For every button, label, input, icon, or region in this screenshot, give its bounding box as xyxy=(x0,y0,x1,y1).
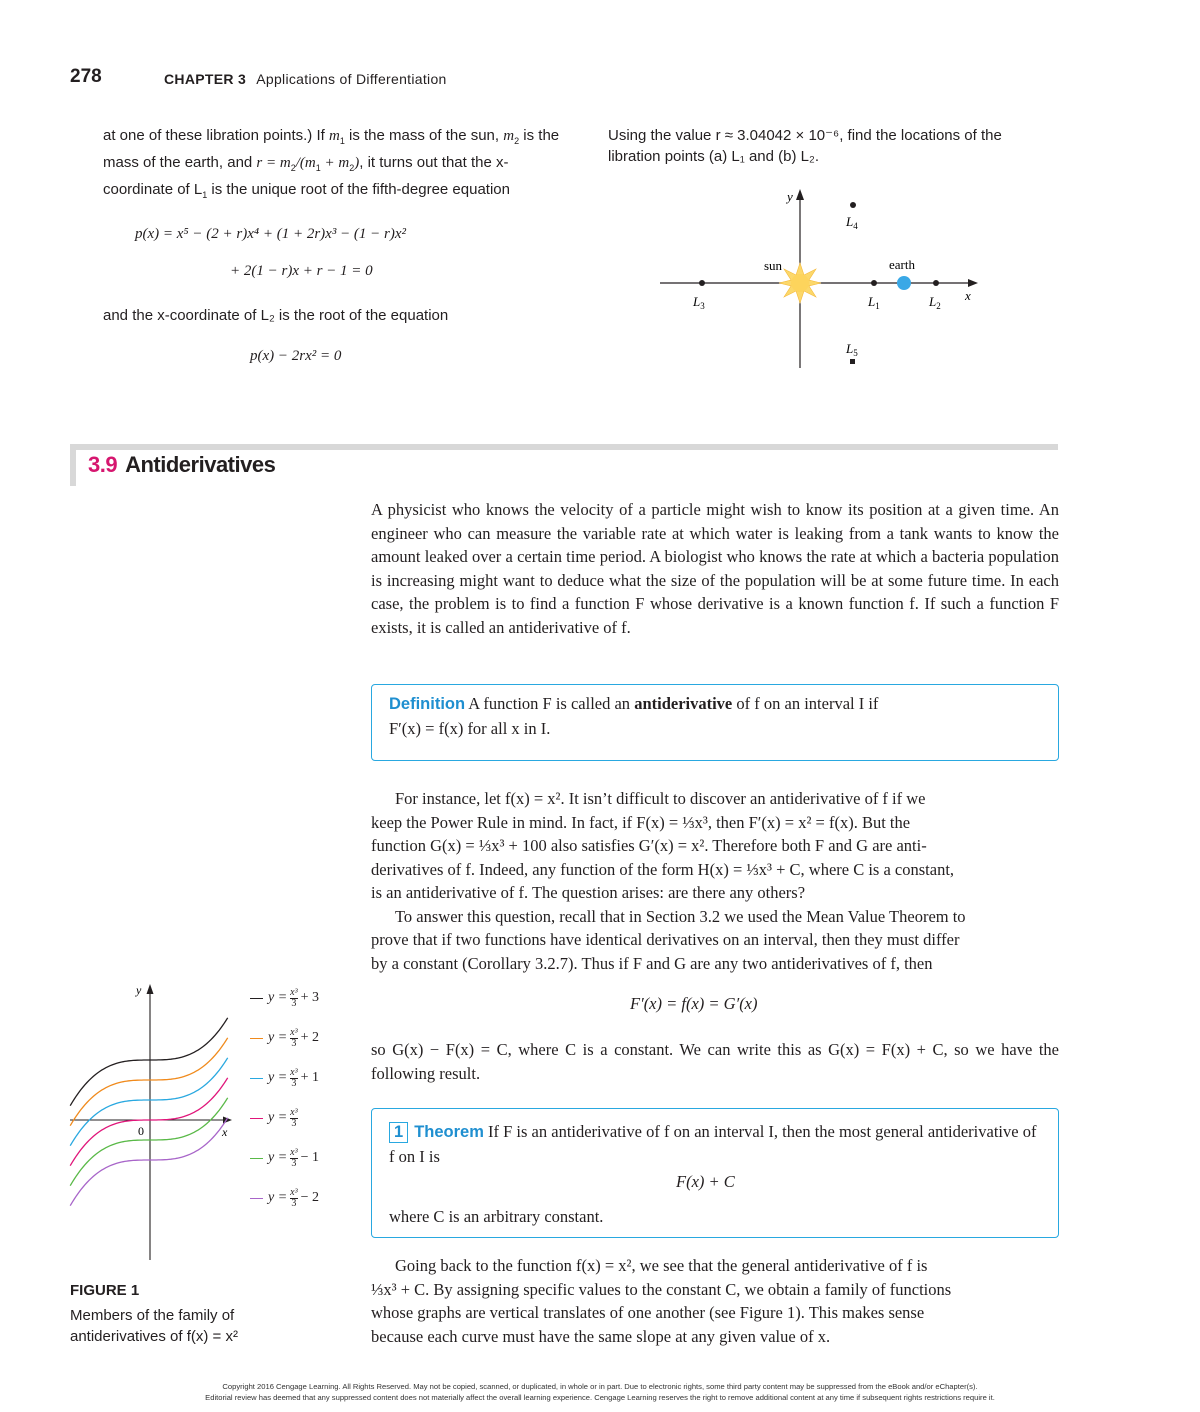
sun-label: sun xyxy=(764,258,783,273)
legend-suffix: + 1 xyxy=(300,1070,320,1085)
section-divider-tab xyxy=(70,444,76,486)
x-axis-arrow-icon xyxy=(968,279,978,287)
intro-paragraph: A physicist who knows the velocity of a particle might wish to know its position at a given time. An engineer who can measure the variable rate at which water is leaking from a tank wants to know the amount leaked over a certain time period. A biologist who knows the rate at which a bacteria population is increasing might want to deduce what the size of the population will be at some future time. In each case, the problem is to find a function F whose derivative is a known function f. If such a function F exists, it is called an antiderivative of f. xyxy=(371,500,1059,637)
text-fragment: is the mass of the earth, and xyxy=(103,127,560,171)
point-l4 xyxy=(850,202,856,208)
y-axis-arrow-icon xyxy=(147,984,154,994)
text-line: derivatives of f. Indeed, any function of the form H(x) = ⅓x³ + C, where C is a constant, xyxy=(371,859,955,879)
text-line: ⅓x³ + C. By assigning specific values to the constant C, we obtain a family of functions xyxy=(371,1279,952,1299)
definition-term: antiderivative xyxy=(634,694,733,713)
text-line: function G(x) = ⅓x³ + 100 also satisfies G′(x) = x². Therefore both F and G are anti- xyxy=(371,836,927,855)
caption-line: antiderivatives of f(x) = x² xyxy=(70,1328,238,1345)
text-fragment: A function F is called an xyxy=(468,694,635,713)
text-line: prove that if two functions have identical derivatives on an interval, then they must differ xyxy=(371,930,960,949)
legend-fraction: $\frac{\text{x³}}{3}$ xyxy=(290,1066,298,1089)
legend-fraction: $\frac{\text{x³}}{3}$ xyxy=(290,986,298,1009)
text-line: Going back to the function f(x) = x², we see that the general antiderivative of f is xyxy=(395,1256,928,1275)
label-l5: $L_5$ xyxy=(846,341,858,358)
text-line: by a constant (Corollary 3.2.7). Thus if F and G are any two antiderivatives of f, then xyxy=(371,953,933,973)
earth-icon xyxy=(897,276,911,290)
definition-label: Definition xyxy=(389,695,466,713)
derivative-equality: F′(x) = f(x) = G′(x) xyxy=(630,994,758,1013)
exercise-prompt: Using the value r ≈ 3.04042 × 10⁻⁶, find the locations of the libration points (a) L₁ and (b) L₂. xyxy=(608,127,1002,165)
legend-swatch xyxy=(250,1158,263,1159)
legend-fraction: $\frac{\text{x³}}{3}$ xyxy=(290,1026,298,1049)
legend-fraction: $\frac{\text{x³}}{3}$ xyxy=(290,1186,298,1209)
section-heading xyxy=(88,452,275,478)
antiderivative-curve xyxy=(70,1118,228,1206)
legend-swatch xyxy=(250,1198,263,1199)
y-axis-arrow-icon xyxy=(796,189,804,200)
sun-icon xyxy=(779,263,821,303)
origin-label: 0 xyxy=(138,1124,144,1138)
label-l3: $L_3$ xyxy=(693,294,705,311)
closing-paragraph xyxy=(371,1254,1059,1348)
theorem-where: where C is an arbitrary constant. xyxy=(389,1207,604,1226)
x-axis-label: x xyxy=(222,1125,228,1139)
antiderivative-curve xyxy=(70,1058,228,1146)
legend-entry xyxy=(250,982,319,1014)
figure-label: FIGURE 1 xyxy=(70,1282,140,1299)
theorem-statement: If F is an antiderivative of f on an interval I, then the most general antiderivative of f on I is xyxy=(389,1122,1037,1166)
legend-swatch xyxy=(250,1038,263,1039)
fifth-degree-equation: p(x) = x⁵ − (2 + r)x⁴ + (1 + 2r)x³ − (1 − r)x² xyxy=(135,226,407,242)
legend-prefix: y = xyxy=(268,1110,288,1125)
text-fragment: is the mass of the sun, xyxy=(344,127,504,144)
text-line: because each curve must have the same slope at any given value of x. xyxy=(371,1326,831,1346)
legend-fraction: $\frac{\text{x³}}{3}$ xyxy=(290,1106,298,1129)
libration-intro-text: at one of these libration points.) If $m_1$ is the mass of the sun, $m_2$ is the mass of the earth, and $r = m_2/(m_1 + m_2)$, it turns out that the x-coordinate of $L_1$ is the unique root of the fifth-degree equation xyxy=(103,127,560,200)
legend-fraction: $\frac{\text{x³}}{3}$ xyxy=(290,1146,298,1169)
point-l1 xyxy=(871,280,877,286)
antiderivative-curve xyxy=(70,1078,228,1166)
definition-text xyxy=(389,692,1044,740)
section-number: 3.9 xyxy=(88,452,118,477)
theorem-label: Theorem xyxy=(414,1123,484,1141)
y-axis-label: y xyxy=(787,189,793,204)
copyright-footer xyxy=(140,1381,1060,1403)
l2-equation: p(x) − 2rx² = 0 xyxy=(250,348,342,364)
constant-paragraph: so G(x) − F(x) = C, where C is a constant. We can write this as G(x) = F(x) + C, so we have the following result. xyxy=(371,1040,1059,1083)
text-line: To answer this question, recall that in Section 3.2 we used the Mean Value Theorem to xyxy=(395,906,966,926)
fifth-degree-equation-cont: + 2(1 − r)x + r − 1 = 0 xyxy=(230,263,373,279)
legend-entry xyxy=(250,1182,319,1214)
text-line: keep the Power Rule in mind. In fact, if F(x) = ⅓x³, then F′(x) = x² = f(x). But the xyxy=(371,812,911,832)
theorem-text xyxy=(389,1120,1044,1168)
text-fragment: of f on an interval I if xyxy=(732,694,879,713)
point-l5 xyxy=(850,359,855,364)
x-axis-label: x xyxy=(965,288,971,303)
label-l1: $L_1$ xyxy=(868,294,880,311)
point-l2 xyxy=(933,280,939,286)
legend-entry xyxy=(250,1102,301,1134)
chapter-title: Applications of Differentiation xyxy=(256,71,447,87)
section-title: Antiderivatives xyxy=(125,452,276,477)
instance-paragraph xyxy=(371,787,1059,975)
text-fragment: is the unique root of the fifth-degree equation xyxy=(207,181,510,198)
theorem-formula: F(x) + C xyxy=(676,1172,735,1191)
text-line: is an antiderivative of f. The question arises: are there any others? xyxy=(371,883,806,902)
footer-line: Editorial review has deemed that any suppressed content does not materially affect the overall learning experience. Cengage Learning reserves the right to remove additional content at any time if subsequent rights restrictions require it. xyxy=(205,1393,995,1402)
antiderivative-curve xyxy=(70,1038,228,1126)
caption-line: Members of the family of xyxy=(70,1307,235,1324)
text-fragment: , it turns out that the x-coordinate of L xyxy=(103,154,509,198)
footer-line: Copyright 2016 Cengage Learning. All Rights Reserved. May not be copied, scanned, or duplicated, in whole or in part. Due to electronic rights, some third party content may be suppressed from the eBook and/or eChapter(s). xyxy=(222,1382,978,1391)
legend-suffix: − 1 xyxy=(300,1150,320,1165)
legend-swatch xyxy=(250,998,263,999)
legend-suffix: + 3 xyxy=(300,990,320,1005)
label-l2: $L_2$ xyxy=(929,294,941,311)
legend-swatch xyxy=(250,1078,263,1079)
legend-prefix: y = xyxy=(268,1070,288,1085)
chapter-number: CHAPTER 3 xyxy=(164,71,247,87)
legend-swatch xyxy=(250,1118,263,1119)
legend-entry xyxy=(250,1142,319,1174)
libration-points-diagram xyxy=(660,185,990,375)
text-fragment: F′(x) = f(x) for all x in I. xyxy=(389,718,551,738)
legend-entry xyxy=(250,1062,319,1094)
earth-label: earth xyxy=(889,257,915,272)
legend-prefix: y = xyxy=(268,1030,288,1045)
section-divider xyxy=(70,444,1058,450)
legend-entry xyxy=(250,1022,319,1054)
figure-caption xyxy=(70,1305,320,1347)
curve-group xyxy=(70,1018,228,1206)
page-number: 278 xyxy=(70,66,102,87)
legend-suffix: + 2 xyxy=(300,1030,320,1045)
text-fragment: at one of these libration points.) If xyxy=(103,127,329,144)
text-line: For instance, let f(x) = x². It isn’t difficult to discover an antiderivative of f if we xyxy=(395,789,926,808)
legend-prefix: y = xyxy=(268,1150,288,1165)
text-line: whose graphs are vertical translates of one another (see Figure 1). This makes sense xyxy=(371,1303,925,1322)
antiderivative-curve xyxy=(70,1098,228,1186)
point-l3 xyxy=(699,280,705,286)
l2-equation-intro: and the x-coordinate of L₂ is the root of the equation xyxy=(103,307,449,324)
antiderivative-curve xyxy=(70,1018,228,1106)
legend-suffix: − 2 xyxy=(300,1190,320,1205)
label-l4: $L_4$ xyxy=(846,214,858,231)
legend-prefix: y = xyxy=(268,1190,288,1205)
theorem-number: 1 xyxy=(389,1122,408,1143)
y-axis-label: y xyxy=(136,983,142,997)
running-header xyxy=(164,71,447,87)
legend-prefix: y = xyxy=(268,990,288,1005)
